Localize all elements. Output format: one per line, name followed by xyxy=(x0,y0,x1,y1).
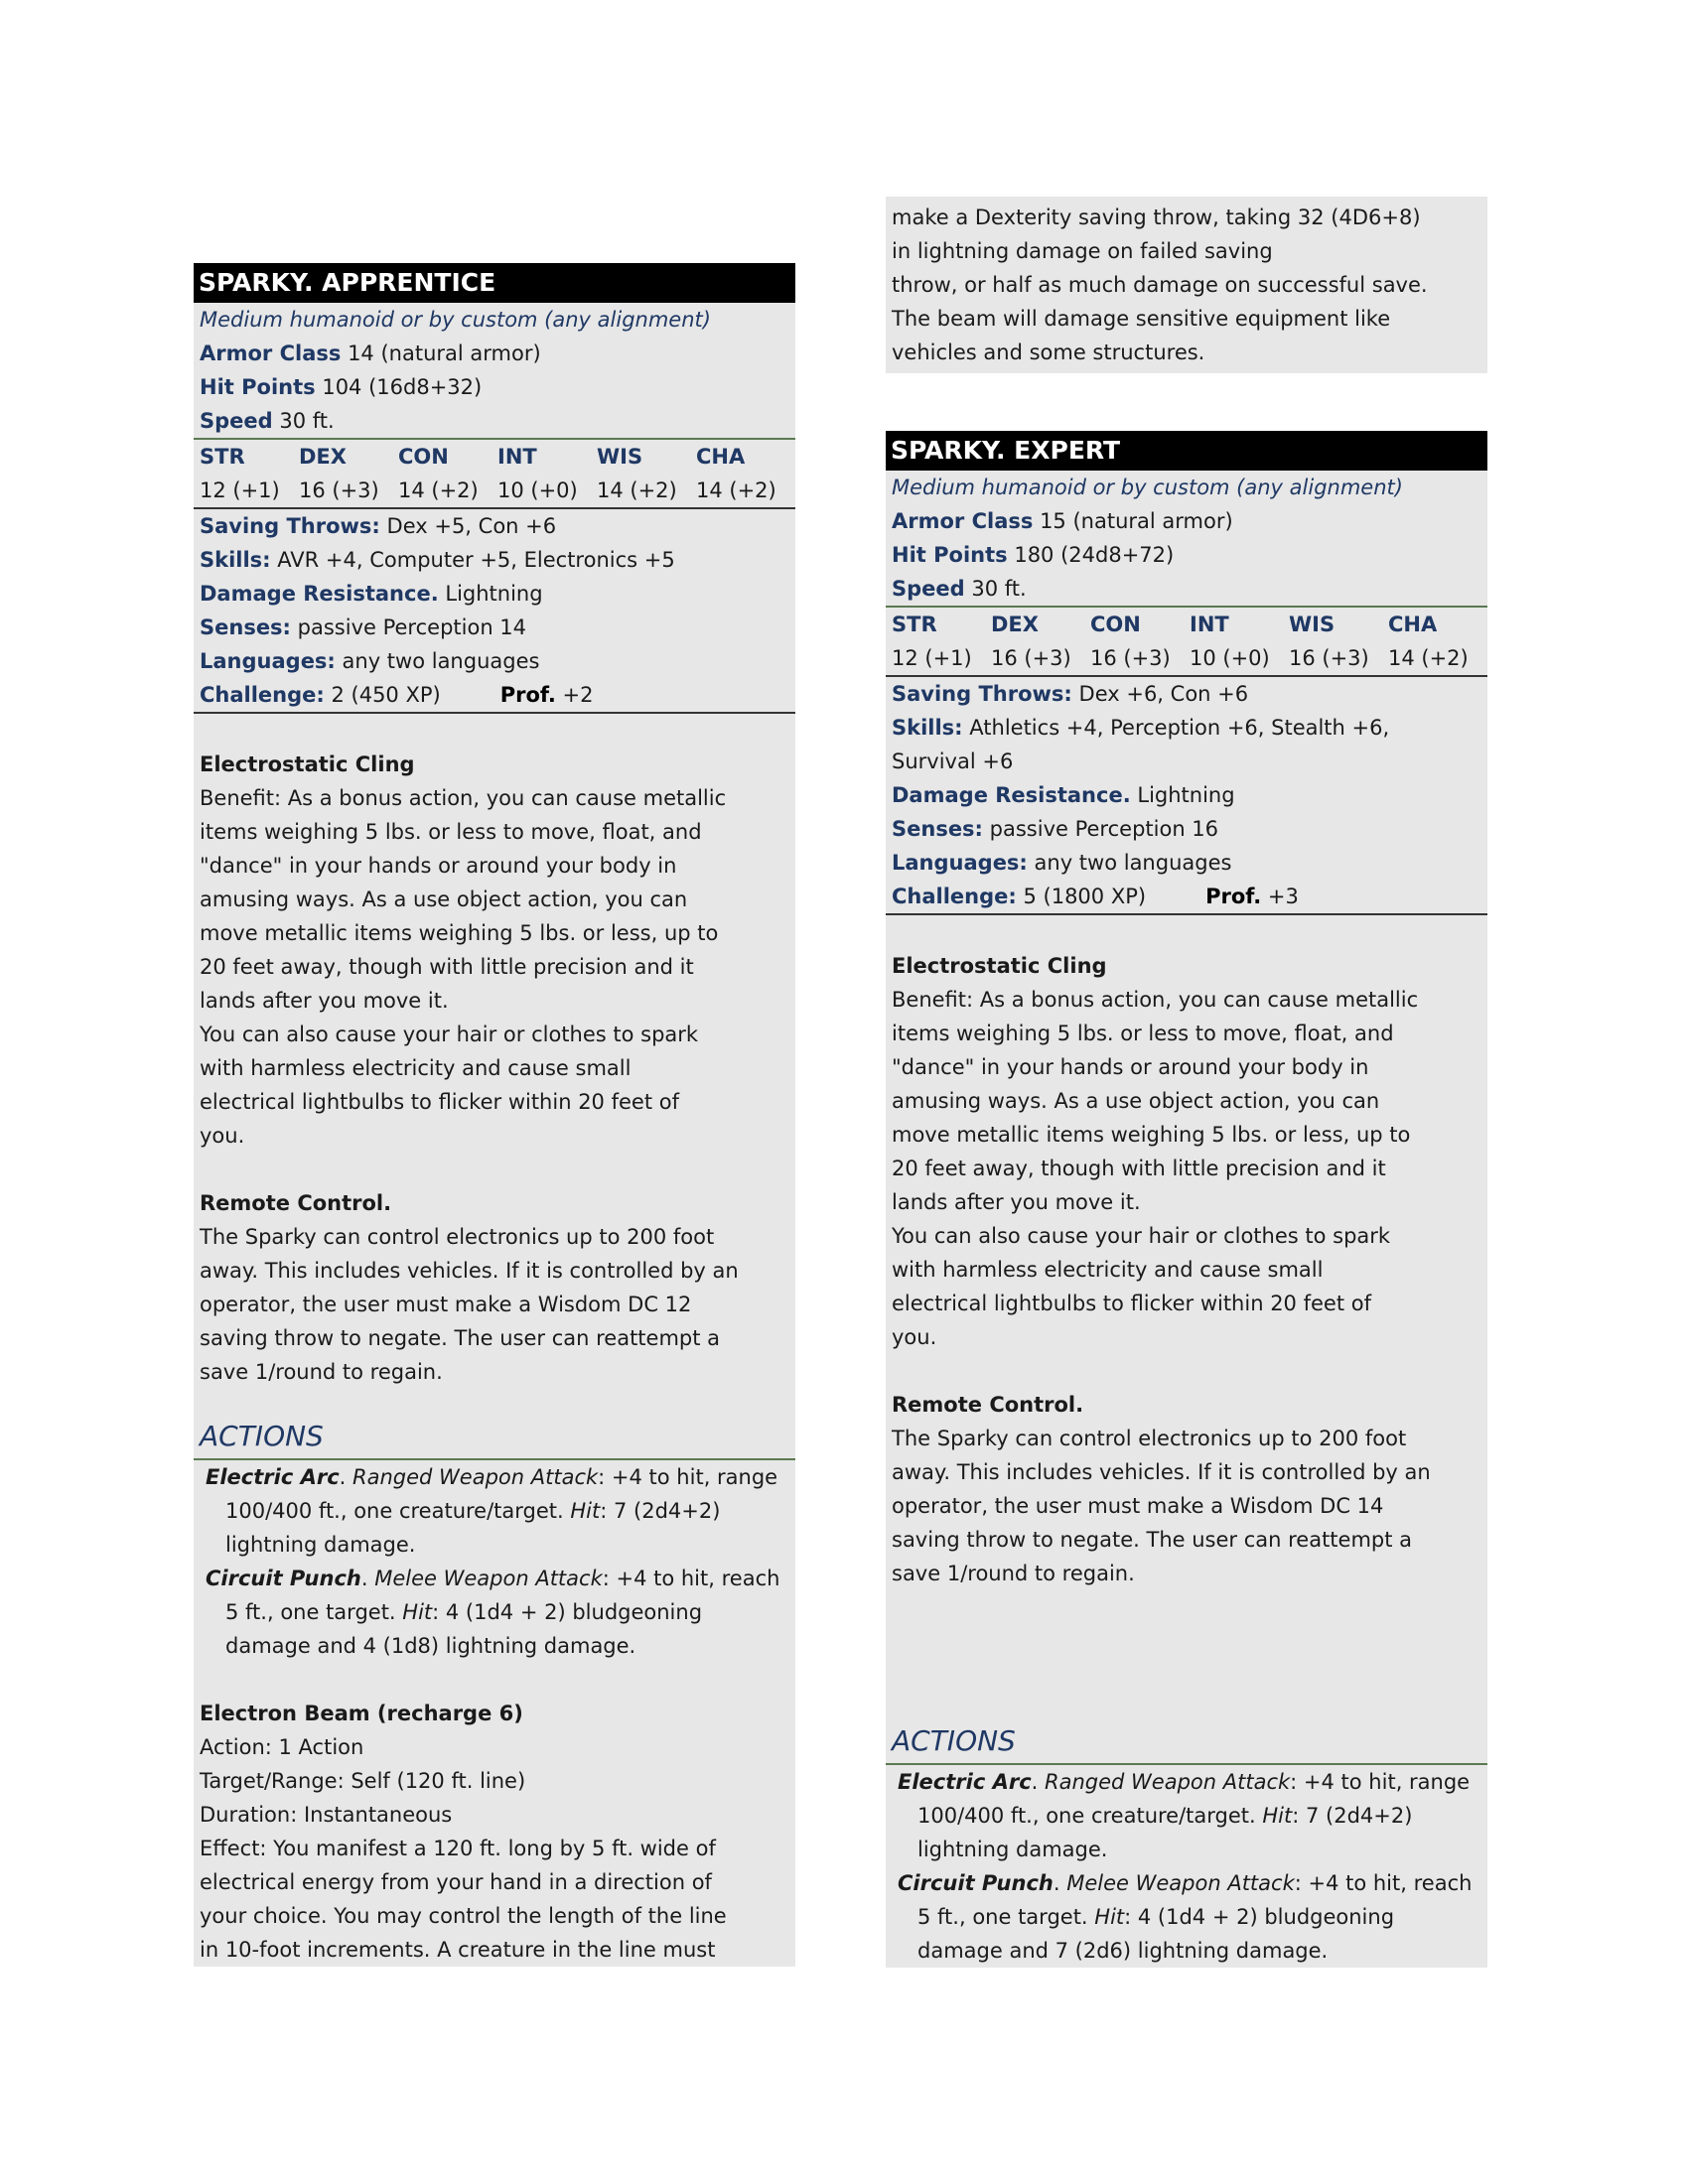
ability-value-dex: 16 (+3) xyxy=(991,646,1071,670)
speed: Speed 30 ft. xyxy=(200,409,335,433)
statblock-title: SPARKY. EXPERT xyxy=(886,431,1487,471)
feature-text: The Sparky can control electronics up to 200 foot away. This includes vehicles. If it is controlled by an operator, the user must make a Wisdom DC 14 saving throw to negate. The user can reattempt a save 1/round to regain. xyxy=(892,1427,1431,1585)
senses: Senses: passive Perception 14 xyxy=(200,615,527,639)
ability-header-str: STR xyxy=(200,445,245,469)
ability-header-con: CON xyxy=(398,445,449,469)
ability-header-int: INT xyxy=(497,445,537,469)
proficiency-bonus: Prof. +3 xyxy=(1205,885,1299,908)
ability-value-cha: 14 (+2) xyxy=(1388,646,1469,670)
ability-value-str: 12 (+1) xyxy=(892,646,972,670)
ability-header-cha: CHA xyxy=(1388,613,1438,636)
hit-points: Hit Points 180 (24d8+72) xyxy=(892,543,1175,567)
ability-value-dex: 16 (+3) xyxy=(299,478,379,502)
beam-continuation-text: make a Dexterity saving throw, taking 32 (4D6+8) in lightning damage on failed saving throw, or half as much damage on successful save. The beam will damage sensitive equipment like vehicles and some structures. xyxy=(892,205,1428,364)
skills-continued: Survival +6 xyxy=(892,750,1014,773)
ability-scores xyxy=(886,608,1487,675)
feature-text: Action: 1 Action Target/Range: Self (120 ft. line) Duration: Instantaneous Effect: You manifest a 120 ft. long by 5 ft. wide of electrical energy from your hand in a direction of your choice. You may control the length of the line in 10-foot increments. A creature in the line must xyxy=(200,1735,727,1962)
action-electric-arc: Electric Arc. Ranged Weapon Attack: +4 to hit, range 100/400 ft., one creature/target. Hit: 7 (2d4+2) lightning damage. xyxy=(206,1465,778,1557)
saving-throws: Saving Throws: Dex +6, Con +6 xyxy=(892,682,1249,706)
ability-value-wis: 14 (+2) xyxy=(597,478,677,502)
damage-resistance: Damage Resistance. Lightning xyxy=(892,783,1235,807)
feature-text: The Sparky can control electronics up to 200 foot away. This includes vehicles. If it is controlled by an operator, the user must make a Wisdom DC 12 saving throw to negate. The user can reattempt a save 1/round to regain. xyxy=(200,1225,739,1384)
skills: Skills: Athletics +4, Perception +6, Stealth +6, xyxy=(892,716,1390,740)
ability-value-wis: 16 (+3) xyxy=(1289,646,1369,670)
proficiency-bonus: Prof. +2 xyxy=(499,683,594,707)
beam-continuation xyxy=(886,197,1487,373)
ability-header-wis: WIS xyxy=(597,445,643,469)
armor-class: Armor Class 14 (natural armor) xyxy=(200,341,541,365)
feature-title: Electrostatic Cling xyxy=(892,954,1107,978)
speed: Speed 30 ft. xyxy=(892,577,1027,601)
statblock-title: SPARKY. APPRENTICE xyxy=(194,263,795,303)
challenge: Challenge: 5 (1800 XP) Prof. +3 xyxy=(892,885,1299,908)
actions-header: ACTIONS xyxy=(886,1717,1487,1765)
action-circuit-punch: Circuit Punch. Melee Weapon Attack: +4 to hit, reach 5 ft., one target. Hit: 4 (1d4 + 2) bludgeoning damage and 7 (2d6) lightning damage. xyxy=(898,1871,1473,1963)
ability-header-wis: WIS xyxy=(1289,613,1336,636)
damage-resistance: Damage Resistance. Lightning xyxy=(200,582,543,606)
feature-title: Electrostatic Cling xyxy=(200,752,415,776)
ability-value-int: 10 (+0) xyxy=(497,478,578,502)
statblock-expert xyxy=(886,431,1487,1968)
languages: Languages: any two languages xyxy=(892,851,1232,875)
creature-type: Medium humanoid or by custom (any alignment) xyxy=(892,476,1403,499)
skills: Skills: AVR +4, Computer +5, Electronics +5 xyxy=(200,548,675,572)
feature-text: Benefit: As a bonus action, you can cause metallic items weighing 5 lbs. or less to move, float, and "dance" in your hands or around your body in amusing ways. As a use object action, you can move metallic items weighing 5 lbs. or less, up to 20 feet away, though with little precision and it lands after you move it. You can also cause your hair or clothes to spark with harmless electricity and cause small electrical lightbulbs to flicker within 20 feet of you. xyxy=(892,988,1419,1349)
feature-text: Benefit: As a bonus action, you can cause metallic items weighing 5 lbs. or less to move, float, and "dance" in your hands or around your body in amusing ways. As a use object action, you can move metallic items weighing 5 lbs. or less, up to 20 feet away, though with little precision and it lands after you move it. You can also cause your hair or clothes to spark with harmless electricity and cause small electrical lightbulbs to flicker within 20 feet of you. xyxy=(200,786,727,1148)
challenge: Challenge: 2 (450 XP) Prof. +2 xyxy=(200,683,594,707)
action-circuit-punch: Circuit Punch. Melee Weapon Attack: +4 to hit, reach 5 ft., one target. Hit: 4 (1d4 + 2) bludgeoning damage and 4 (1d8) lightning damage. xyxy=(206,1567,780,1658)
senses: Senses: passive Perception 16 xyxy=(892,817,1219,841)
statblock-apprentice xyxy=(194,263,795,1967)
ability-header-dex: DEX xyxy=(991,613,1039,636)
feature-title: Electron Beam (recharge 6) xyxy=(200,1702,523,1725)
feature-title: Remote Control. xyxy=(200,1191,392,1215)
ability-header-int: INT xyxy=(1190,613,1229,636)
hit-points: Hit Points 104 (16d8+32) xyxy=(200,375,483,399)
actions-header: ACTIONS xyxy=(194,1413,795,1460)
ability-value-con: 16 (+3) xyxy=(1090,646,1171,670)
creature-type: Medium humanoid or by custom (any alignment) xyxy=(200,308,711,332)
ability-value-str: 12 (+1) xyxy=(200,478,280,502)
armor-class: Armor Class 15 (natural armor) xyxy=(892,509,1233,533)
ability-value-con: 14 (+2) xyxy=(398,478,479,502)
action-electric-arc: Electric Arc. Ranged Weapon Attack: +4 to hit, range 100/400 ft., one creature/target. Hit: 7 (2d4+2) lightning damage. xyxy=(898,1770,1471,1861)
ability-header-cha: CHA xyxy=(696,445,746,469)
feature-title: Remote Control. xyxy=(892,1393,1084,1417)
languages: Languages: any two languages xyxy=(200,649,540,673)
ability-value-int: 10 (+0) xyxy=(1190,646,1270,670)
ability-value-cha: 14 (+2) xyxy=(696,478,776,502)
ability-header-str: STR xyxy=(892,613,937,636)
ability-header-dex: DEX xyxy=(299,445,347,469)
ability-scores xyxy=(194,440,795,507)
ability-header-con: CON xyxy=(1090,613,1141,636)
saving-throws: Saving Throws: Dex +5, Con +6 xyxy=(200,514,557,538)
